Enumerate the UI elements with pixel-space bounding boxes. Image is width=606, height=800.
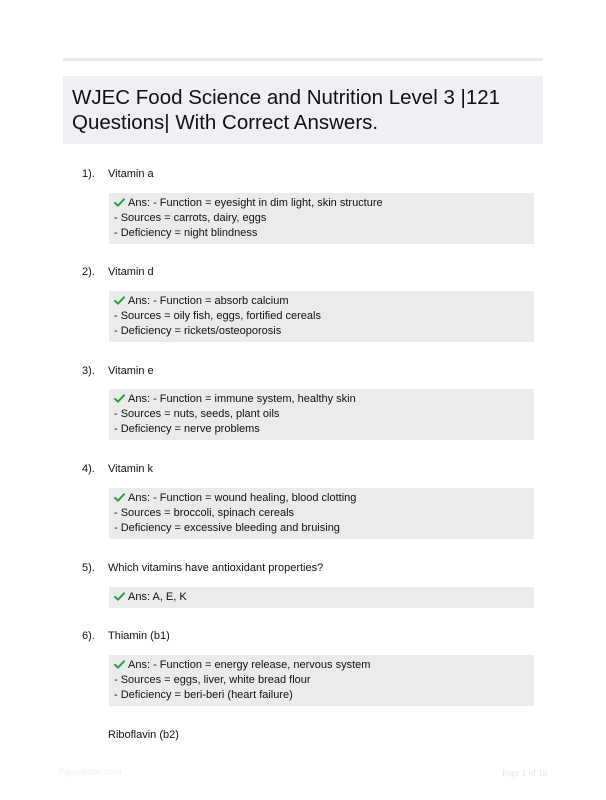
footer-watermark: PaperBible.com [58, 767, 122, 777]
question-number: 3). [82, 365, 95, 377]
answer-line: - Sources = nuts, seeds, plant oils [114, 408, 280, 420]
answer-line: - Sources = oily fish, eggs, fortified cereals [114, 310, 321, 322]
question-number: 5). [82, 562, 95, 574]
question-text: Thiamin (b1) [108, 630, 170, 642]
title-banner [63, 76, 543, 144]
answer-line: - Sources = carrots, dairy, eggs [114, 212, 267, 224]
answer-line: Ans: - Function = eyesight in dim light, skin structure [128, 197, 383, 209]
answer-line: - Deficiency = beri-beri (heart failure) [114, 689, 293, 701]
answer-line: Ans: - Function = energy release, nervous system [128, 659, 371, 671]
answer-line: Ans: - Function = immune system, healthy skin [128, 393, 356, 405]
answer-box [109, 291, 534, 342]
question-text: Riboflavin (b2) [108, 729, 179, 741]
answer-line: Ans: - Function = absorb calcium [128, 295, 289, 307]
question-text: Vitamin d [108, 266, 154, 278]
page-title: WJEC Food Science and Nutrition Level 3 |121 Questions| With Correct Answers. [72, 86, 501, 134]
checkmark-icon [114, 394, 125, 403]
checkmark-icon [114, 296, 125, 305]
answer-box [109, 389, 534, 440]
question-text: Vitamin a [108, 168, 154, 180]
question-text: Vitamin k [108, 463, 154, 475]
question-number: 4). [82, 463, 95, 475]
answer-line: Ans: - Function = wound healing, blood clotting [128, 492, 357, 504]
answer-box [109, 488, 534, 539]
checkmark-icon [114, 493, 125, 502]
page-number: Page 1 of 18 [502, 768, 548, 778]
answer-line: - Deficiency = excessive bleeding and bruising [114, 522, 340, 534]
answer-line: - Deficiency = night blindness [114, 227, 258, 239]
question-number: 2). [82, 266, 95, 278]
question-text: Which vitamins have antioxidant properties? [108, 562, 324, 574]
question-text: Vitamin e [108, 365, 154, 377]
answer-line: - Deficiency = nerve problems [114, 423, 260, 435]
answer-box [109, 587, 534, 608]
answer-line: - Sources = eggs, liver, white bread flour [114, 674, 311, 686]
answer-line: - Sources = broccoli, spinach cereals [114, 507, 295, 519]
question-number: 1). [82, 168, 95, 180]
top-divider [63, 58, 543, 61]
answer-box [109, 655, 534, 706]
checkmark-icon [114, 660, 125, 669]
answer-box [109, 193, 534, 244]
answer-line: - Deficiency = rickets/osteoporosis [114, 325, 282, 337]
answer-line: Ans: A, E, K [128, 591, 187, 603]
checkmark-icon [114, 198, 125, 207]
checkmark-icon [114, 592, 125, 601]
question-number: 6). [82, 630, 95, 642]
